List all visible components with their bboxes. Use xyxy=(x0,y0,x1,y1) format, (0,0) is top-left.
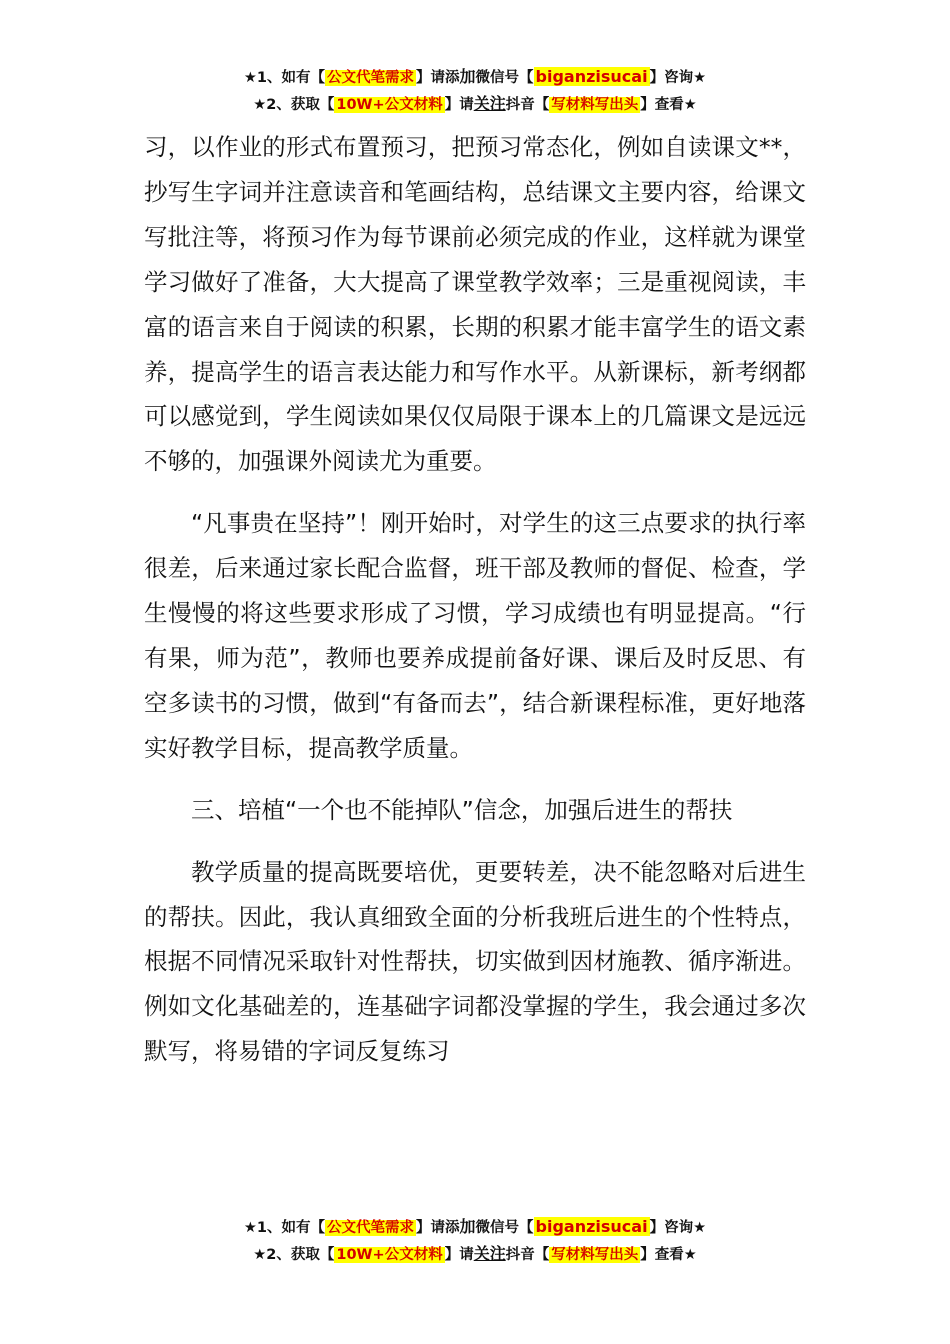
header-banner xyxy=(0,64,950,118)
section-heading: 三、培植“一个也不能掉队”信念，加强后进生的帮扶 xyxy=(191,795,733,824)
paragraph-2: “凡事贵在坚持”！刚开始时，对学生的这三点要求的执行率很差，后来通过家长配合监督，班干部及教师的督促、检查，学生慢慢的将这些要求形成了习惯，学习成绩也有明显提高。“行有果，师为范”，教师也要养成提前备好课、课后及时反思、有空多读书的习惯，做到“有备而去”，结合新课程标准，更好地落实好教学目标，提高教学质量。 xyxy=(144,509,806,762)
highlight-materials: 10W+公文材料 xyxy=(336,1247,443,1263)
footer-line-1: ★1、如有【 公文代笔需求 】请添加微信号【 biganzisucai 】咨询★ xyxy=(243,1217,707,1236)
highlight-wechat-id: biganzisucai xyxy=(535,67,648,86)
highlight-service: 公文代笔需求 xyxy=(327,1220,414,1236)
document-body xyxy=(144,125,806,1091)
highlight-materials: 10W+公文材料 xyxy=(336,97,443,113)
paragraph-3: 教学质量的提高既要培优，更要转差，决不能忽略对后进生的帮扶。因此，我认真细致全面的分析我班后进生的个性特点，根据不同情况采取针对性帮扶，切实做到因材施教、循序渐进。例如文化基础差的，连基础字词都没掌握的学生，我会通过多次默写，将易错的字词反复练习 xyxy=(144,857,806,1066)
highlight-douyin: 写材料写出头 xyxy=(551,97,639,113)
footer-banner xyxy=(0,1214,950,1268)
paragraph-1: 习，以作业的形式布置预习，把预习常态化，例如自读课文**，抄写生字词并注意读音和笔画结构，总结课文主要内容，给课文写批注等，将预习作为每节课前必须完成的作业，这样就为课堂学习做好了准备，大大提高了课堂教学效率；三是重视阅读，丰富的语言来自于阅读的积累，长期的积累才能丰富学生的语文素养，提高学生的语言表达能力和写作水平。从新课标，新考纲都可以感觉到，学生阅读如果仅仅局限于课本上的几篇课文是远远不够的，加强课外阅读尤为重要。 xyxy=(144,133,806,476)
footer-line-2: ★2、获取【 10W+公文材料 】请关注抖音【 写材料写出头 】查看★ xyxy=(253,1244,697,1263)
highlight-service: 公文代笔需求 xyxy=(327,70,414,86)
header-line-1: ★1、如有【 公文代笔需求 】请添加微信号【 biganzisucai 】咨询★ xyxy=(243,67,707,86)
highlight-douyin: 写材料写出头 xyxy=(551,1247,639,1263)
header-line-2: ★2、获取【 10W+公文材料 】请关注抖音【 写材料写出头 】查看★ xyxy=(253,94,697,113)
highlight-wechat-id: biganzisucai xyxy=(535,1217,648,1236)
